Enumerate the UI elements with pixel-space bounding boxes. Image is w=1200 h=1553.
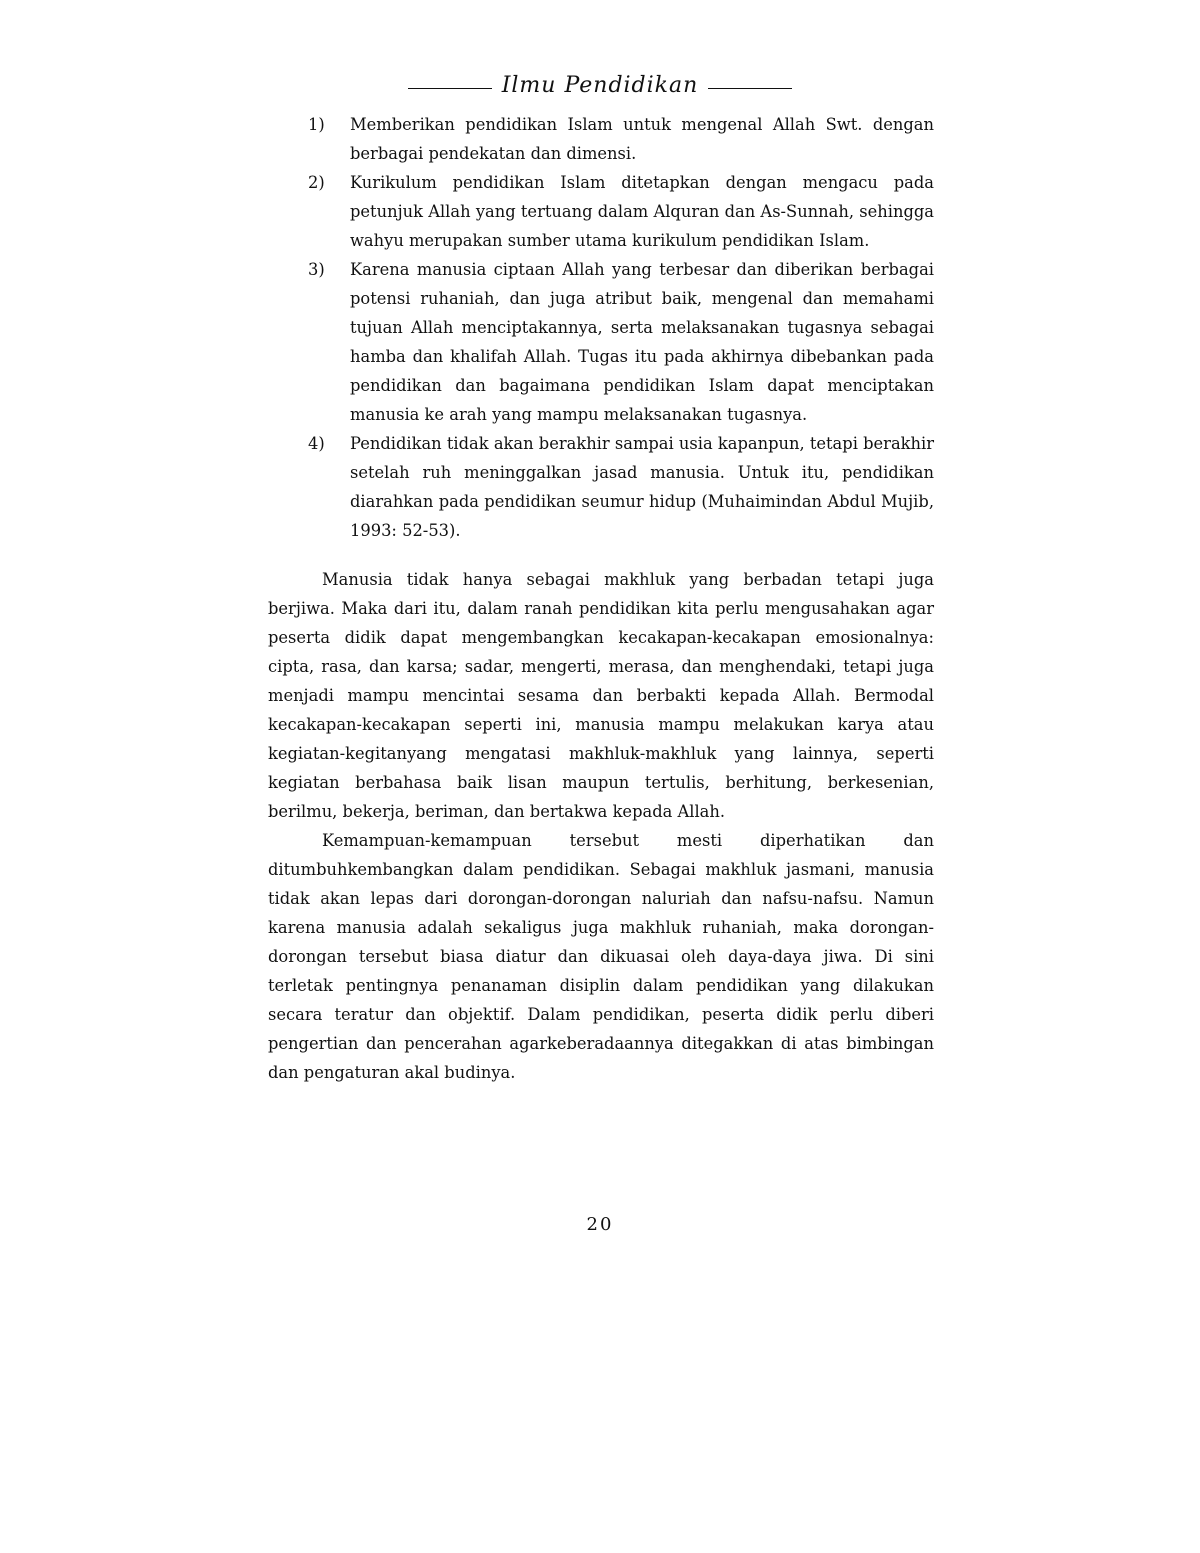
list-item bbox=[268, 429, 934, 545]
list-item bbox=[268, 255, 934, 429]
page-number: 20 bbox=[586, 1214, 614, 1235]
list-item-number: 4) bbox=[308, 434, 325, 453]
list-item bbox=[268, 110, 934, 168]
list-item-text: Karena manusia ciptaan Allah yang terbesar dan diberikan berbagai potensi ruhaniah, dan juga atribut baik, mengenal dan memahami tujuan Allah menciptakannya, serta melaksanakan tugasnya sebagai hamba dan khalifah Allah. Tugas itu pada akhirnya dibebankan pada pendidikan dan bagaimana pendidikan Islam dapat menciptakan manusia ke arah yang mampu melaksanakan tugasnya. bbox=[350, 260, 934, 424]
list-item-number: 2) bbox=[308, 173, 325, 192]
list-item-number: 3) bbox=[308, 260, 325, 279]
running-header-title: Ilmu Pendidikan bbox=[501, 73, 699, 98]
body-paragraph: Kemampuan-kemampuan tersebut mesti diperhatikan dan ditumbuhkembangkan dalam pendidikan. Sebagai makhluk jasmani, manusia tidak akan lepas dari dorongan-dorongan naluriah dan nafsu-nafsu. Namun karena manusia adalah sekaligus juga makhluk ruhaniah, maka dorongan-dorongan tersebut biasa diatur dan dikuasai oleh daya-daya jiwa. Di sini terletak pentingnya penanaman disiplin dalam pendidikan yang dilakukan secara teratur dan objektif. Dalam pendidikan, peserta didik perlu diberi pengertian dan pencerahan agarkeberadaannya ditegakkan di atas bimbingan dan pengaturan akal budinya. bbox=[268, 831, 934, 1082]
running-header bbox=[0, 68, 1200, 104]
numbered-list bbox=[268, 110, 934, 545]
list-item-text: Kurikulum pendidikan Islam ditetapkan dengan mengacu pada petunjuk Allah yang tertuang dalam Alquran dan As-Sunnah, sehingga wahyu merupakan sumber utama kurikulum pendidikan Islam. bbox=[350, 173, 934, 250]
page-body bbox=[268, 110, 934, 1087]
list-item-text: Pendidikan tidak akan berakhir sampai usia kapanpun, tetapi berakhir setelah ruh meninggalkan jasad manusia. Untuk itu, pendidikan diarahkan pada pendidikan seumur hidup (Muhaimindan Abdul Mujib, 1993: 52-53). bbox=[350, 434, 934, 540]
body-paragraph: Manusia tidak hanya sebagai makhluk yang berbadan tetapi juga berjiwa. Maka dari itu, dalam ranah pendidikan kita perlu mengusahakan agar peserta didik dapat mengembangkan kecakapan-kecakapan emosionalnya: cipta, rasa, dan karsa; sadar, mengerti, merasa, dan menghendaki, tetapi juga menjadi mampu mencintai sesama dan berbakti kepada Allah. Bermodal kecakapan-kecakapan seperti ini, manusia mampu melakukan karya atau kegiatan-kegitanyang mengatasi makhluk-makhluk yang lainnya, seperti kegiatan berbahasa baik lisan maupun tertulis, berhitung, berkesenian, berilmu, bekerja, beriman, dan bertakwa kepada Allah. bbox=[268, 570, 934, 821]
list-item bbox=[268, 168, 934, 255]
list-item-text: Memberikan pendidikan Islam untuk mengenal Allah Swt. dengan berbagai pendekatan dan dimensi. bbox=[350, 115, 934, 163]
list-item-number: 1) bbox=[308, 115, 325, 134]
header-rule-right bbox=[708, 88, 792, 89]
header-rule-left bbox=[408, 88, 492, 89]
